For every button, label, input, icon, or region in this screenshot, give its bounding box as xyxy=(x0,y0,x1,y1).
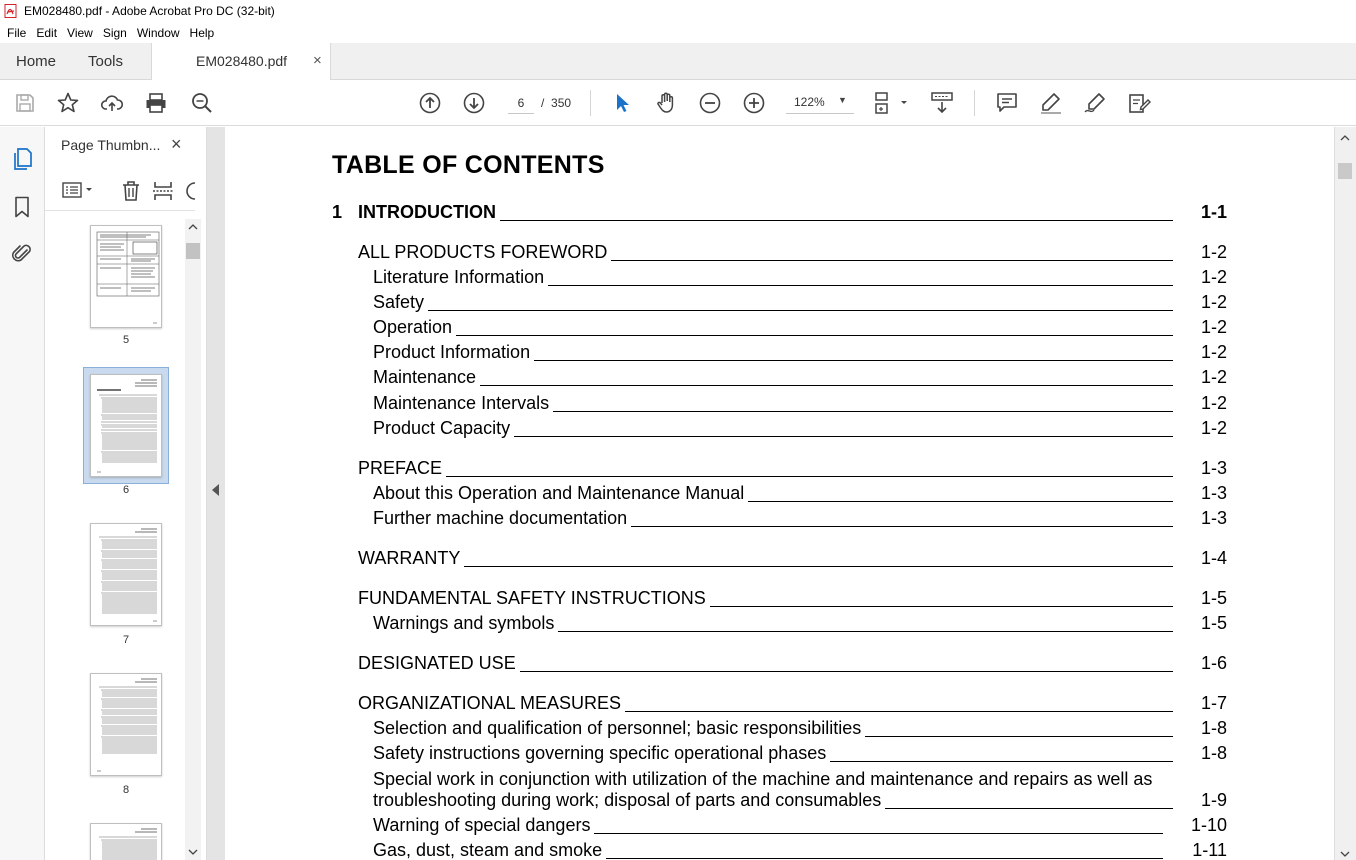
toc-entry-page: 1-6 xyxy=(1200,653,1227,673)
page-total xyxy=(541,96,571,110)
cloud-upload-icon[interactable] xyxy=(100,91,124,115)
toc-entry-page: 1-2 xyxy=(1200,317,1227,337)
toc-entry[interactable] xyxy=(225,458,1334,480)
toc-entry-title: ALL PRODUCTS FOREWORD xyxy=(358,242,611,263)
toc-entry[interactable] xyxy=(225,242,1334,264)
toolbar-divider xyxy=(590,90,591,116)
tab-bar xyxy=(0,43,1356,80)
toc-entry-title: Product Information xyxy=(373,342,534,363)
toc-entry-page: 1-2 xyxy=(1200,342,1227,362)
toc-heading: TABLE OF CONTENTS xyxy=(332,151,605,179)
thumbnail-page[interactable] xyxy=(90,673,162,776)
page-thumbnails-panel xyxy=(45,127,207,860)
toc-entry[interactable] xyxy=(225,840,1334,860)
toc-entry-title: Operation xyxy=(373,317,456,338)
toc-entry-title: INTRODUCTION xyxy=(358,202,500,223)
panel-splitter[interactable] xyxy=(207,127,225,860)
page-separator: / xyxy=(541,96,545,110)
toc-leader-line xyxy=(373,335,1173,336)
left-navigation-rail xyxy=(0,127,45,860)
menu-help[interactable]: Help xyxy=(189,25,215,40)
toc-entry-title: FUNDAMENTAL SAFETY INSTRUCTIONS xyxy=(358,588,710,609)
toc-entry-title: Literature Information xyxy=(373,267,548,288)
toc-entry-number: 1 xyxy=(332,202,346,223)
close-panel-icon[interactable]: × xyxy=(171,134,182,154)
toc-entry[interactable] xyxy=(225,342,1334,364)
attachment-paperclip-icon[interactable] xyxy=(10,241,34,265)
hand-tool-icon[interactable] xyxy=(654,91,678,115)
menu-file[interactable]: File xyxy=(7,25,27,40)
draw-pen-icon[interactable] xyxy=(1083,91,1107,115)
scroll-up-icon[interactable] xyxy=(1340,131,1350,145)
toc-entry-page: 1-5 xyxy=(1200,588,1227,608)
document-view xyxy=(225,127,1334,860)
close-tab-icon[interactable]: × xyxy=(313,52,322,69)
thumbnail-options-icon[interactable] xyxy=(61,179,97,201)
print-icon[interactable] xyxy=(144,91,168,115)
toc-entry-page: 1-2 xyxy=(1200,393,1227,413)
collapse-panel-icon[interactable] xyxy=(212,484,219,496)
toc-entry-page: 1-2 xyxy=(1200,242,1227,262)
next-page-icon[interactable] xyxy=(462,91,486,115)
thumbnail-page-number: 7 xyxy=(122,634,130,646)
toc-leader-line xyxy=(358,566,1173,567)
toc-entry-title: Gas, dust, steam and smoke xyxy=(373,840,606,860)
toc-entry[interactable] xyxy=(225,588,1334,610)
toc-entry-page: 1-3 xyxy=(1200,508,1227,528)
zoom-in-icon[interactable] xyxy=(742,91,766,115)
thumbnail-scrollbar[interactable] xyxy=(185,219,201,860)
menu-bar xyxy=(0,22,1356,43)
thumbnail-tools xyxy=(45,171,195,211)
select-cursor-icon[interactable] xyxy=(610,91,634,115)
zoom-level-dropdown[interactable] xyxy=(786,92,854,114)
toc-entry-title: Warnings and symbols xyxy=(373,613,558,634)
zoom-value: 122% xyxy=(794,95,825,109)
insert-pages-icon[interactable] xyxy=(151,179,175,203)
toc-entry-title: Safety xyxy=(373,292,428,313)
document-tab-label: EM028480.pdf xyxy=(196,53,288,69)
tab-document[interactable] xyxy=(151,43,331,81)
document-scroll-thumb[interactable] xyxy=(1338,163,1352,179)
toc-entry-title: Safety instructions governing specific operational phases xyxy=(373,743,830,764)
toc-entry[interactable] xyxy=(225,743,1334,765)
menu-window[interactable]: Window xyxy=(136,25,180,40)
toc-entry[interactable] xyxy=(225,790,1334,812)
toc-entry[interactable] xyxy=(225,483,1334,505)
toc-entry-page: 1-4 xyxy=(1200,548,1227,568)
toc-entry-page: 1-7 xyxy=(1200,693,1227,713)
toc-entry-page: 1-8 xyxy=(1200,718,1227,738)
page-number-input[interactable] xyxy=(508,92,534,114)
menu-edit[interactable]: Edit xyxy=(36,25,58,40)
save-icon[interactable] xyxy=(13,91,37,115)
toc-entry-title: Maintenance Intervals xyxy=(373,393,553,414)
toc-entry-title: PREFACE xyxy=(358,458,446,479)
toc-leader-line xyxy=(358,476,1173,477)
toc-entry[interactable] xyxy=(225,693,1334,715)
thumbnail-page-number: 8 xyxy=(122,784,130,796)
toc-entry-page: 1-3 xyxy=(1200,458,1227,478)
window-title: EM028480.pdf - Adobe Acrobat Pro DC (32-bit) xyxy=(24,4,275,18)
thumbnail-scroll-thumb[interactable] xyxy=(186,243,200,259)
thumbnail-list xyxy=(45,213,185,860)
main-toolbar xyxy=(0,80,1356,126)
thumbnail-page-selected[interactable] xyxy=(90,374,162,477)
toc-entry-title: About this Operation and Maintenance Manual xyxy=(373,483,748,504)
toc-entry[interactable] xyxy=(225,718,1334,740)
highlight-pen-icon[interactable] xyxy=(1039,91,1063,115)
page-layout-icon[interactable] xyxy=(874,91,910,115)
chevron-down-icon: ▼ xyxy=(838,95,847,105)
toc-entry-title: troubleshooting during work; disposal of parts and consumables xyxy=(373,790,885,811)
toc-entry-page: 1-10 xyxy=(1190,815,1227,835)
toc-entry[interactable] xyxy=(225,769,1334,791)
bookmark-star-icon[interactable] xyxy=(56,91,80,115)
toc-entry-page: 1-3 xyxy=(1200,483,1227,503)
toc-entry[interactable] xyxy=(225,202,1334,224)
thumbnail-page[interactable] xyxy=(90,823,162,860)
toc-entry-page: 1-5 xyxy=(1200,613,1227,633)
rotate-icon[interactable] xyxy=(183,179,195,203)
toc-entry[interactable] xyxy=(225,548,1334,570)
toc-entry[interactable] xyxy=(225,267,1334,289)
toc-entry-page: 1-9 xyxy=(1200,790,1227,810)
toc-leader-line xyxy=(373,385,1173,386)
toc-entry-page: 1-8 xyxy=(1200,743,1227,763)
toc-entry-title: ORGANIZATIONAL MEASURES xyxy=(358,693,625,714)
toc-entry-title: Product Capacity xyxy=(373,418,514,439)
toc-entry-page: 1-2 xyxy=(1200,367,1227,387)
toc-entry[interactable] xyxy=(225,367,1334,389)
tab-tools[interactable]: Tools xyxy=(88,53,124,70)
tab-home[interactable]: Home xyxy=(16,53,57,70)
thumbnail-page[interactable] xyxy=(90,225,162,328)
menu-sign[interactable]: Sign xyxy=(102,25,127,40)
thumbnail-panel-title: Page Thumbn... xyxy=(61,137,161,153)
document-scrollbar[interactable] xyxy=(1334,127,1356,860)
toc-entry-title: Maintenance xyxy=(373,367,480,388)
toc-entry-title: Warning of special dangers xyxy=(373,815,594,836)
bookmark-icon[interactable] xyxy=(10,195,34,219)
acrobat-pdf-icon xyxy=(4,4,18,18)
toc-entry-title: WARRANTY xyxy=(358,548,464,569)
total-pages: 350 xyxy=(551,96,572,110)
scroll-down-icon[interactable] xyxy=(188,845,198,859)
toc-entry[interactable] xyxy=(225,317,1334,339)
toc-entry[interactable] xyxy=(225,508,1334,530)
toc-entry-page: 1-2 xyxy=(1200,418,1227,438)
comment-icon[interactable] xyxy=(995,91,1019,115)
toc-entry-page: 1-2 xyxy=(1200,267,1227,287)
scroll-mode-icon[interactable] xyxy=(930,91,954,115)
toc-entry[interactable] xyxy=(225,292,1334,314)
toc-entry[interactable] xyxy=(225,393,1334,415)
toc-entry-title: DESIGNATED USE xyxy=(358,653,520,674)
toc-leader-line xyxy=(373,310,1173,311)
previous-page-icon[interactable] xyxy=(418,91,442,115)
toc-entry-title: Further machine documentation xyxy=(373,508,631,529)
zoom-search-icon[interactable] xyxy=(190,91,214,115)
toc-entry[interactable] xyxy=(225,418,1334,440)
toc-entry-title: Selection and qualification of personnel; basic responsibilities xyxy=(373,718,865,739)
toc-entry-page: 1-2 xyxy=(1200,292,1227,312)
zoom-out-icon[interactable] xyxy=(698,91,722,115)
toc-entry[interactable] xyxy=(225,613,1334,635)
toc-entry-title: Special work in conjunction with utilization of the machine and maintenance and repairs as well as xyxy=(373,769,1156,790)
toolbar-divider xyxy=(974,90,975,116)
fill-sign-icon[interactable] xyxy=(1127,91,1151,115)
title-bar xyxy=(0,0,1356,22)
toc-entry[interactable] xyxy=(225,815,1334,837)
scroll-down-icon[interactable] xyxy=(1340,847,1350,860)
menu-view[interactable]: View xyxy=(67,25,93,40)
trash-icon[interactable] xyxy=(119,179,143,203)
thumbnail-page-number: 6 xyxy=(122,484,130,496)
toc-entry-page: 1-1 xyxy=(1200,202,1227,222)
scroll-up-icon[interactable] xyxy=(188,223,198,234)
page-thumbnails-icon[interactable] xyxy=(10,147,34,171)
toc-entry-page: 1-11 xyxy=(1192,840,1227,860)
thumbnail-page[interactable] xyxy=(90,523,162,626)
toc-entry[interactable] xyxy=(225,653,1334,675)
thumbnail-page-number: 5 xyxy=(122,334,130,346)
